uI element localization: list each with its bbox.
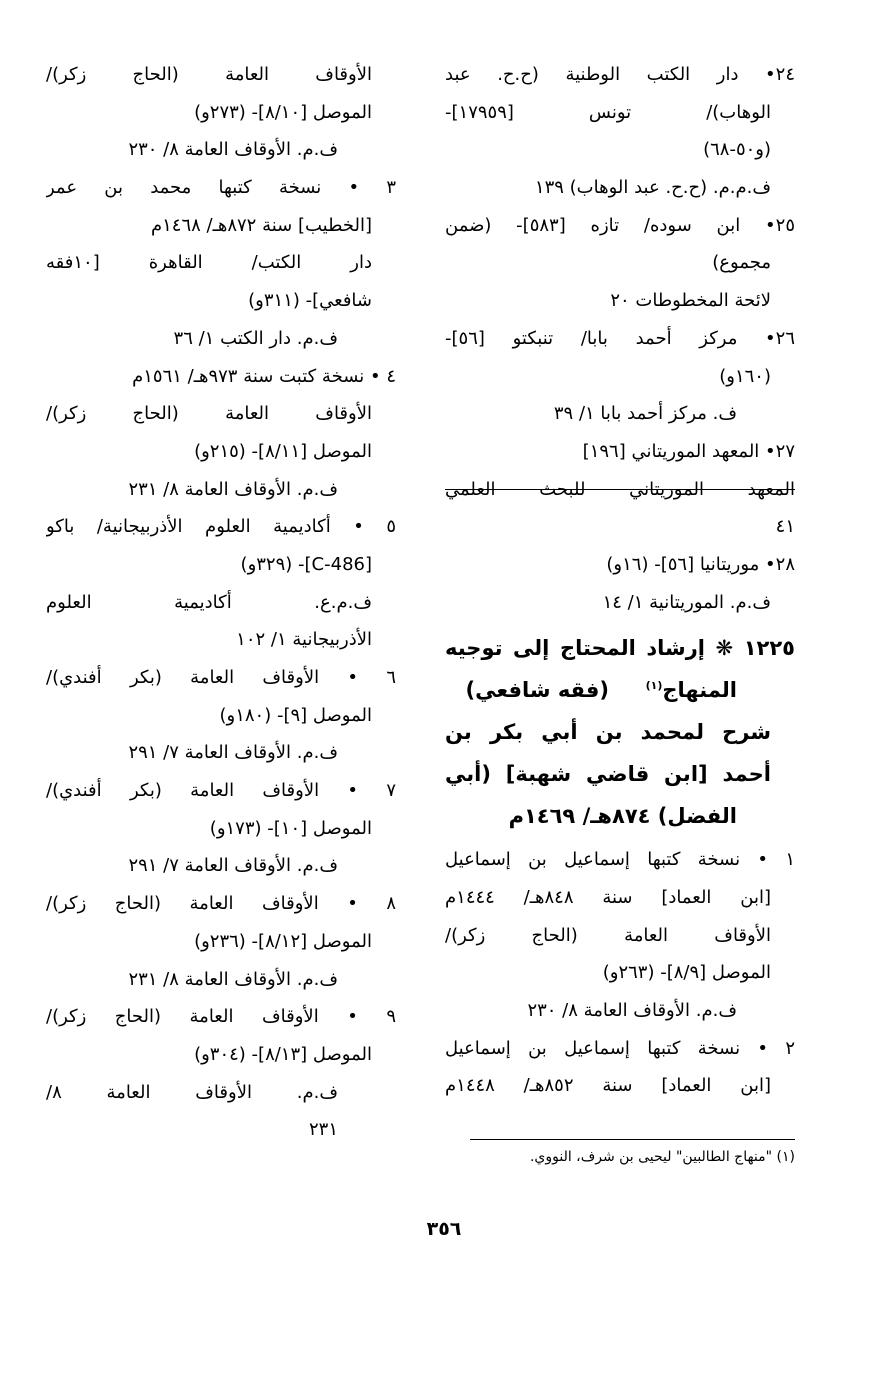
text-line: المعهد الموريتاني للبحث العلمي bbox=[445, 478, 795, 500]
text-line: ٢٥• ابن سوده/ تازه [٥٨٣]- (ضمن bbox=[445, 214, 795, 236]
left-column-entries bbox=[46, 56, 396, 1149]
text-line: ف.م. الأوقاف العامة ٧/ ٢٩١ bbox=[128, 855, 338, 877]
footnote-marker[interactable]: (١) bbox=[645, 679, 663, 693]
text-line: [ابن العماد] سنة ٨٤٨هـ/ ١٤٤٤م bbox=[445, 887, 771, 908]
entry-author-line: أحمد [ابن قاضي شهبة] (أبي bbox=[445, 762, 771, 787]
text-line: ٤ • نسخة كتبت سنة ٩٧٣هـ/ ١٥٦١م bbox=[132, 365, 396, 387]
footnote-divider bbox=[470, 1139, 795, 1140]
text-line: ٩ • الأوقاف العامة (الحاج زكر)/ bbox=[46, 1006, 396, 1028]
text-line: ٤١ bbox=[775, 516, 795, 538]
text-line: لائحة المخطوطات ٢٠ bbox=[610, 290, 771, 312]
entry-author-line: شرح لمحمد بن أبي بكر بن bbox=[445, 720, 771, 745]
text-line: الموصل [٨/٩]- (٢٦٣و) bbox=[602, 962, 771, 984]
text-line: ٥ • أكاديمية العلوم الأذربيجانية/ باكو bbox=[46, 516, 396, 538]
right-column bbox=[445, 56, 795, 1105]
subject-tag: (فقه شافعي) bbox=[465, 678, 610, 703]
footnote: (١) "منهاج الطالبين" ليحيى بن شرف، النووي. bbox=[529, 1149, 795, 1165]
text-line: ٢٨• موريتانيا [٥٦]- (١٦و) bbox=[606, 553, 795, 575]
text-line: [C-486]- (٣٢٩و) bbox=[240, 553, 372, 575]
text-line: ٨ • الأوقاف العامة (الحاج زكر)/ bbox=[46, 893, 396, 915]
text-line: ف.م. الأوقاف العامة ٨/ ٢٣١ bbox=[128, 478, 338, 500]
text-line: الأوقاف العامة (الحاج زكر)/ bbox=[46, 403, 372, 425]
text-line: ٦ • الأوقاف العامة (بكر أفندي)/ bbox=[46, 667, 396, 688]
entry-author-line: الفضل) ٨٧٤هـ/ ١٤٦٩م bbox=[508, 804, 737, 829]
text-line: الأذربيجانية ١/ ١٠٢ bbox=[236, 629, 372, 651]
text-line: ف.م. الأوقاف العامة ٨/ bbox=[46, 1081, 338, 1103]
manuscript-copies-list bbox=[445, 841, 795, 1105]
text-line: مجموع) bbox=[712, 252, 771, 274]
text-line: الموصل [١٠]- (١٧٣و) bbox=[209, 817, 372, 839]
text-line: ٢٤• دار الكتب الوطنية (ح.ح. عبد bbox=[445, 64, 795, 85]
text-line: ف. مركز أحمد بابا ١/ ٣٩ bbox=[553, 403, 737, 425]
text-line: ف.م. الموريتانية ١/ ١٤ bbox=[602, 591, 771, 613]
text-line: ٢٧• المعهد الموريتاني [١٩٦] bbox=[582, 440, 795, 462]
text-line: ف.م. الأوقاف العامة ٨/ ٢٣٠ bbox=[128, 139, 338, 161]
entry-title-line: ١٢٢٥ ❋ إرشاد المحتاج إلى توجيه bbox=[445, 636, 795, 661]
page-number: ٣٥٦ bbox=[426, 1218, 462, 1240]
text-line: الموصل [٨/١١]- (٢١٥و) bbox=[194, 440, 372, 462]
text-line: ٢ • نسخة كتبها إسماعيل بن إسماعيل bbox=[445, 1037, 795, 1059]
left-column bbox=[46, 56, 396, 1149]
text-line: (١٦٠و) bbox=[719, 365, 771, 387]
text-line: الموصل [٨/١٠]- (٢٧٣و) bbox=[194, 101, 372, 123]
entry-title-word: المنهاج bbox=[662, 678, 737, 703]
text-line: الموصل [٨/١٣]- (٣٠٤و) bbox=[194, 1043, 372, 1065]
entry-title-line bbox=[445, 669, 795, 711]
text-line: الموصل [٩]- (١٨٠و) bbox=[219, 704, 372, 726]
text-line: ف.م. الأوقاف العامة ٨/ ٢٣١ bbox=[128, 968, 338, 990]
text-line: ١ • نسخة كتبها إسماعيل بن إسماعيل bbox=[445, 849, 795, 871]
text-line: ٣ • نسخة كتبها محمد بن عمر bbox=[46, 177, 396, 199]
right-column-entries bbox=[445, 56, 795, 621]
text-line: ف.م.ع. أكاديمية العلوم bbox=[46, 591, 372, 613]
text-line: شافعي]- (٣١١و) bbox=[248, 290, 372, 312]
text-line: الأوقاف العامة (الحاج زكر)/ bbox=[46, 64, 372, 85]
text-line: دار الكتب/ القاهرة [١٠فقه bbox=[46, 252, 372, 274]
text-line: ف.م. دار الكتب ١/ ٣٦ bbox=[173, 327, 338, 349]
text-line: ٢٣١ bbox=[308, 1119, 338, 1141]
text-line: ف.م. الأوقاف العامة ٨/ ٢٣٠ bbox=[527, 1000, 737, 1022]
text-line: الأوقاف العامة (الحاج زكر)/ bbox=[445, 924, 771, 946]
entry-heading bbox=[445, 627, 795, 837]
text-line: [ابن العماد] سنة ٨٥٢هـ/ ١٤٤٨م bbox=[445, 1075, 771, 1097]
text-line: الموصل [٨/١٢]- (٢٣٦و) bbox=[194, 930, 372, 952]
text-line: (و٥٠-٦٨) bbox=[703, 139, 771, 161]
text-line: ٧ • الأوقاف العامة (بكر أفندي)/ bbox=[46, 780, 396, 802]
text-line: ف.م.م. (ح.ح. عبد الوهاب) ١٣٩ bbox=[534, 177, 771, 199]
text-line: ف.م. الأوقاف العامة ٧/ ٢٩١ bbox=[128, 742, 338, 764]
text-line: [الخطيب] سنة ٨٧٢هـ/ ١٤٦٨م bbox=[150, 214, 372, 236]
text-line: الوهاب)/ تونس [١٧٩٥٩]- bbox=[445, 101, 771, 123]
text-line: ٢٦• مركز أحمد بابا/ تنبكتو [٥٦]- bbox=[445, 327, 795, 349]
